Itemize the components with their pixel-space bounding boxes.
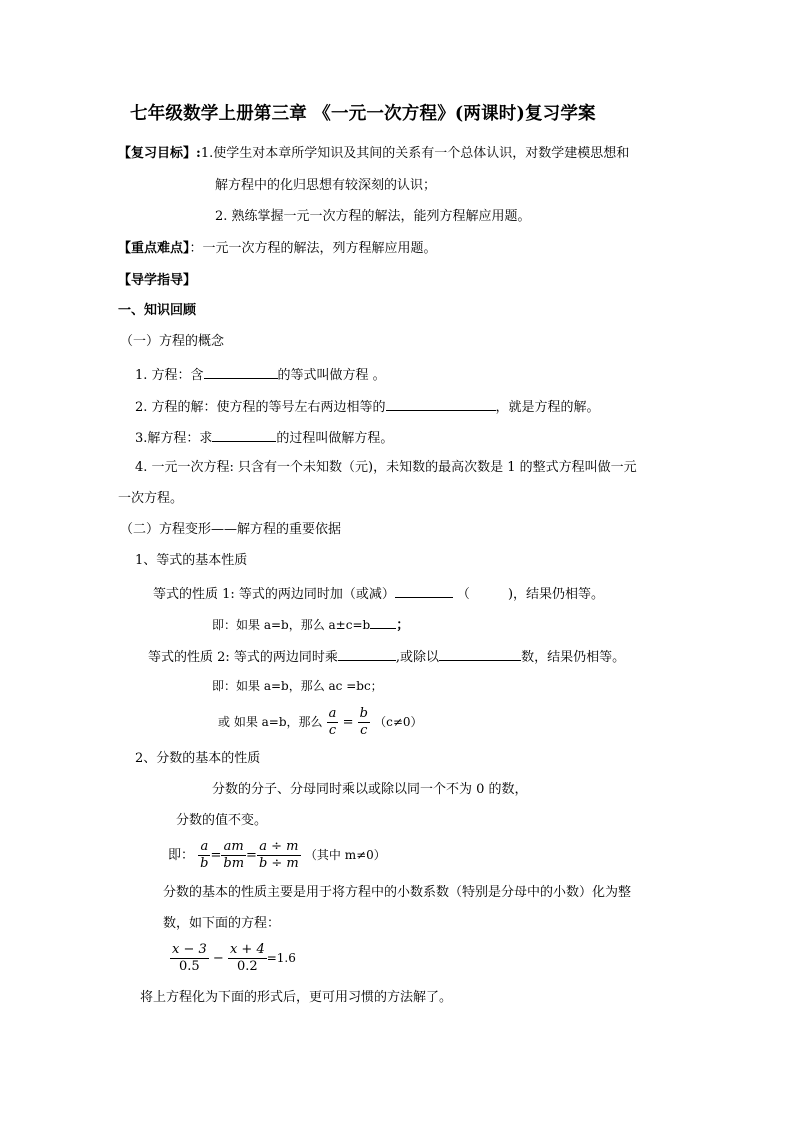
property-2-mid: ,或除以 [395, 650, 440, 665]
denominator: 0.5 [179, 959, 200, 974]
goals-colon: : [196, 146, 201, 161]
numerator: a [198, 839, 210, 856]
goal-2-text: 2. 熟练掌握一元一次方程的解法，能列方程解应用题。 [215, 209, 531, 224]
denominator: bm [223, 856, 245, 871]
guide-label: 【导学指导】 [118, 273, 197, 288]
numerator: a [328, 706, 337, 721]
property-1-start: 等式的性质 1: 等式的两边同时加（或减） [153, 587, 395, 602]
topic-heading-2: 2、分数的基本的性质 [135, 751, 261, 766]
fraction-usage-text-1: 分数的基本的性质主要是用于将方程中的小数系数（特别是分母中的小数）化为整 [163, 885, 632, 900]
subsection-heading-1: （一）方程的概念 [120, 334, 225, 349]
definition-1 [135, 364, 386, 385]
property-2-example-2 [218, 705, 423, 740]
numerator: x − 3 [172, 942, 207, 957]
goals-label: 【复习目标】 [118, 146, 197, 161]
fraction-a-over-b [198, 839, 210, 872]
fill-blank[interactable] [338, 646, 396, 661]
condition-text: （其中 m≠0） [304, 848, 386, 862]
denominator: c [360, 723, 368, 738]
definition-3 [135, 427, 393, 448]
property-2-end: 数，结果仍相等。 [521, 650, 626, 665]
fraction-example [168, 838, 386, 873]
definition-3-start: 3.解方程：求 [135, 431, 213, 446]
property-2-example-1: 即：如果 a=b，那么 ac =bc； [212, 679, 383, 693]
property-1-example-end: ； [396, 618, 410, 633]
key-points-line [118, 240, 437, 258]
minus-sign: − [212, 951, 224, 966]
equation-rhs: =1.6 [266, 951, 296, 965]
fill-blank[interactable] [204, 364, 278, 379]
fill-blank[interactable] [395, 583, 453, 598]
property-1-example [212, 614, 409, 635]
page-title: 七年级数学上册第三章 《一元一次方程》(两课时)复习学案 [130, 104, 596, 124]
denominator: 0.2 [236, 959, 258, 974]
equals-sign: = [210, 848, 222, 863]
fraction-am-over-bm [221, 839, 246, 872]
property-2-example-2-text: 或 如果 a=b，那么 [218, 715, 323, 729]
definition-2 [135, 396, 600, 417]
numerator: a ÷ m [257, 839, 301, 856]
closing-text: 将上方程化为下面的形式后，更可用习惯的方法解了。 [140, 990, 453, 1005]
definition-1-start: 1. 方程：含 [135, 368, 204, 383]
fraction-a-div-m-over-b-div-m [257, 839, 301, 872]
numerator: x + 4 [229, 942, 265, 957]
fill-blank[interactable] [386, 396, 496, 411]
section-heading-1: 一、知识回顾 [118, 303, 197, 318]
fill-blank[interactable] [212, 427, 276, 442]
fraction-a-over-c [327, 706, 339, 739]
property-1-example-text: 即：如果 a=b，那么 a±c=b [212, 618, 371, 632]
fraction-b-over-c [358, 706, 370, 739]
property-1 [153, 583, 604, 604]
example-equation [170, 940, 296, 977]
fraction-property-text-1: 分数的分子、分母同时乘以或除以同一个不为 0 的数， [212, 782, 528, 797]
fill-blank[interactable] [439, 646, 521, 661]
topic-heading-1: 1、等式的基本性质 [135, 553, 248, 568]
definition-3-end: 的过程叫做解方程。 [276, 431, 394, 446]
definition-4-continued: 一次方程。 [118, 491, 184, 506]
fraction-x-plus-4-over-0.2 [228, 942, 267, 975]
definition-2-start: 2. 方程的解：使方程的等号左右两边相等的 [135, 400, 386, 415]
condition-text: （c≠0） [374, 715, 423, 729]
subsection-heading-2: （二）方程变形——解方程的重要依据 [120, 522, 342, 537]
property-1-end: )，结果仍相等。 [507, 587, 605, 602]
fraction-property-text-2: 分数的值不变。 [176, 813, 268, 828]
denominator: b ÷ m [258, 856, 299, 871]
equals-sign: = [342, 715, 354, 730]
property-1-paren: （ [456, 587, 470, 602]
definition-4: 4. 一元一次方程: 只含有一个未知数（元)，未知数的最高次数是 1 的整式方程叫做一元 [135, 460, 637, 475]
numerator: b [359, 706, 368, 721]
numerator: am [221, 839, 246, 856]
definition-2-end: ，就是方程的解。 [495, 400, 600, 415]
fraction-example-label: 即： [168, 848, 195, 863]
denominator: b [200, 856, 209, 871]
fill-blank[interactable] [370, 614, 396, 629]
fraction-usage-text-2: 数，如下面的方程： [163, 916, 281, 931]
property-2 [148, 646, 625, 667]
goal-1-continued: 解方程中的化归思想有较深刻的认识； [215, 178, 437, 193]
key-label: 【重点难点】 [118, 241, 190, 256]
key-text: ：一元一次方程的解法，列方程解应用题。 [189, 241, 437, 256]
denominator: c [328, 723, 337, 738]
equals-sign: = [246, 848, 257, 863]
fraction-x-minus-3-over-0.5 [170, 942, 209, 975]
definition-1-end: 的等式叫做方程 。 [277, 368, 386, 383]
goals-line-1 [118, 145, 629, 163]
property-2-start: 等式的性质 2: 等式的两边同时乘 [148, 650, 338, 665]
goal-1-text: 1.使学生对本章所学知识及其间的关系有一个总体认识，对数学建模思想和 [200, 146, 630, 161]
